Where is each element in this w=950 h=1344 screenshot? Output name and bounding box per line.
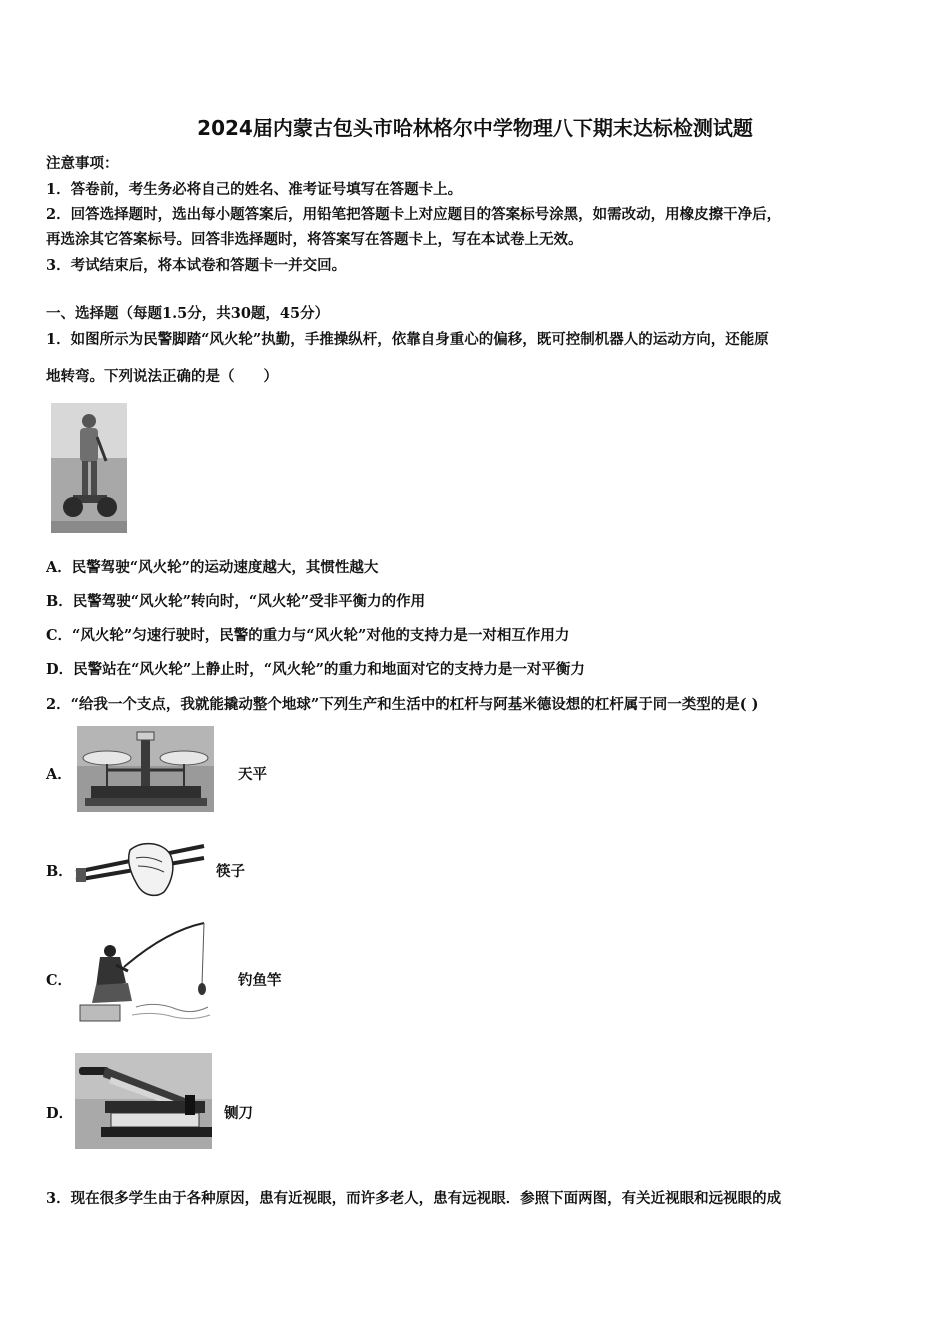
option-letter-a: A． — [46, 766, 72, 783]
question-1-option-c: C．“风火轮”匀速行驶时，民警的重力与“风火轮”对他的支持力是一对相互作用力 — [46, 627, 570, 644]
option-letter-d: D． — [46, 1105, 74, 1122]
question-1-stem-continued: 地转弯。下列说法正确的是（ ） — [46, 368, 278, 385]
question-2-stem: 2．“给我一个支点，我就能撬动整个地球”下列生产和生活中的杠杆与阿基米德设想的杠杆属于同一类型的是( ) — [46, 696, 759, 713]
question-1-option-b: B．民警驾驶“风火轮”转向时，“风火轮”受非平衡力的作用 — [46, 593, 426, 610]
guillotine-cutter-image — [75, 1053, 212, 1149]
question-3-stem: 3．现在很多学生由于各种原因，患有近视眼，而许多老人，患有远视眼．参照下面两图，有关近视眼和远视眼的成 — [46, 1190, 782, 1207]
notice-item: 3．考试结束后，将本试卷和答题卡一并交回。 — [46, 257, 347, 274]
question-1-option-d: D．民警站在“风火轮”上静止时，“风火轮”的重力和地面对它的支持力是一对平衡力 — [46, 661, 585, 678]
section-heading: 一、选择题（每题1.5分，共30题，45分） — [46, 305, 330, 322]
chopsticks-image — [72, 836, 210, 900]
notice-item: 2．回答选择题时，选出每小题答案后，用铅笔把答题卡上对应题目的答案标号涂黑，如需改动，用橡皮擦干净后， — [46, 206, 782, 223]
option-letter-c: C． — [46, 972, 73, 989]
fishing-rod-image — [76, 921, 212, 1025]
option-c-label: 钓鱼竿 — [238, 972, 282, 989]
notice-item: 再选涂其它答案标号。回答非选择题时，将答案写在答题卡上，写在本试卷上无效。 — [46, 231, 583, 248]
option-a-label: 天平 — [238, 766, 267, 783]
page-title: 2024届内蒙古包头市哈林格尔中学物理八下期末达标检测试题 — [197, 116, 753, 140]
police-balance-vehicle-photo — [51, 403, 127, 533]
question-1-stem: 1．如图所示为民警脚踏“风火轮”执勤，手推操纵杆，依靠自身重心的偏移，既可控制机器人的运动方向，还能原 — [46, 331, 769, 348]
balance-scale-image — [77, 726, 214, 812]
option-letter-b: B． — [46, 863, 73, 880]
notice-heading: 注意事项： — [46, 155, 119, 172]
option-d-label: 铡刀 — [224, 1105, 253, 1122]
notice-item: 1．答卷前，考生务必将自己的姓名、准考证号填写在答题卡上。 — [46, 181, 463, 198]
option-b-label: 筷子 — [216, 863, 245, 880]
question-1-option-a: A．民警驾驶“风火轮”的运动速度越大，其惯性越大 — [46, 559, 379, 576]
